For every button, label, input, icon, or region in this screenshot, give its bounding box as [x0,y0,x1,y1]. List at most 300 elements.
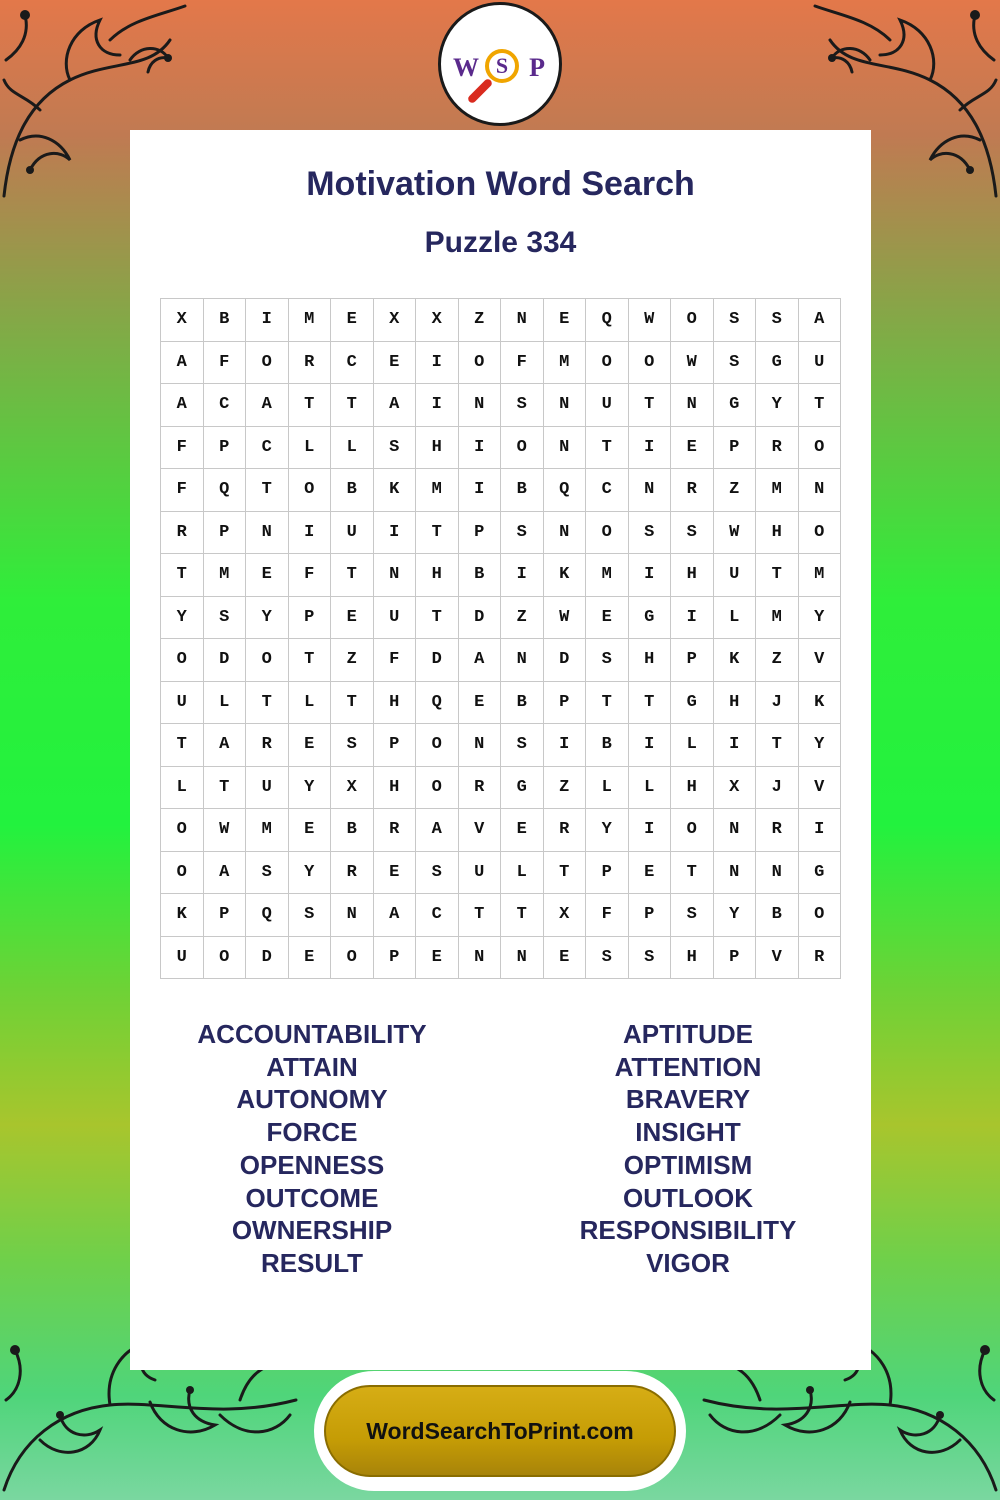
grid-cell[interactable]: D [203,639,246,682]
page-title: Motivation Word Search [306,165,695,203]
grid-cell[interactable]: N [713,851,756,894]
grid-cell[interactable]: T [543,851,586,894]
grid-cell[interactable]: H [373,681,416,724]
grid-cell[interactable]: M [416,469,459,512]
grid-cell[interactable]: N [628,469,671,512]
grid-cell[interactable]: P [628,894,671,937]
grid-cell[interactable]: A [373,894,416,937]
grid-cell[interactable]: Q [586,299,629,342]
grid-cell[interactable]: Z [331,639,374,682]
grid-cell[interactable]: S [331,724,374,767]
grid-cell[interactable]: A [203,724,246,767]
grid-cell[interactable]: S [416,851,459,894]
grid-cell[interactable]: L [586,766,629,809]
grid-cell[interactable]: H [671,766,714,809]
grid-cell[interactable]: V [458,809,501,852]
grid-cell[interactable]: N [671,384,714,427]
grid-cell[interactable]: I [246,299,289,342]
grid-cell[interactable]: E [671,426,714,469]
grid-cell[interactable]: I [798,809,841,852]
grid-row [161,469,841,512]
grid-cell[interactable]: E [288,724,331,767]
grid-cell[interactable]: I [288,511,331,554]
grid-cell[interactable]: T [246,681,289,724]
grid-row [161,511,841,554]
grid-cell[interactable]: R [756,809,799,852]
grid-cell[interactable]: C [203,384,246,427]
grid-cell[interactable]: R [458,766,501,809]
grid-cell[interactable]: O [586,341,629,384]
grid-cell[interactable]: M [288,299,331,342]
grid-cell[interactable]: P [543,681,586,724]
grid-cell[interactable]: M [756,469,799,512]
grid-cell[interactable]: X [713,766,756,809]
grid-cell[interactable]: B [586,724,629,767]
grid-cell[interactable]: O [501,426,544,469]
grid-cell[interactable]: B [501,681,544,724]
grid-cell[interactable]: T [161,724,204,767]
grid-cell[interactable]: T [501,894,544,937]
grid-cell[interactable]: F [373,639,416,682]
word-list-item: ATTENTION [614,1051,762,1082]
grid-cell[interactable]: N [501,299,544,342]
grid-cell[interactable]: A [161,384,204,427]
grid-cell[interactable]: T [331,554,374,597]
word-list-item: FORCE [266,1117,358,1148]
grid-cell[interactable]: N [373,554,416,597]
grid-cell[interactable]: S [501,511,544,554]
grid-cell[interactable]: I [628,554,671,597]
grid-cell[interactable]: T [288,639,331,682]
grid-cell[interactable]: O [161,809,204,852]
grid-cell[interactable]: Q [203,469,246,512]
grid-cell[interactable]: Z [458,299,501,342]
grid-cell[interactable]: R [756,426,799,469]
puzzle-sheet [130,130,871,1370]
grid-cell[interactable]: F [203,341,246,384]
grid-cell[interactable]: A [246,384,289,427]
word-list-item: RESULT [260,1247,364,1278]
grid-cell[interactable]: G [713,384,756,427]
grid-cell[interactable]: H [713,681,756,724]
grid-cell[interactable]: M [586,554,629,597]
grid-cell[interactable]: U [713,554,756,597]
grid-cell[interactable]: T [246,469,289,512]
grid-cell[interactable]: U [373,596,416,639]
grid-cell[interactable]: Q [543,469,586,512]
grid-cell[interactable]: E [501,809,544,852]
word-list-right [523,1018,853,1280]
grid-cell[interactable]: K [373,469,416,512]
footer-pill [314,1371,686,1491]
grid-cell[interactable]: O [671,299,714,342]
grid-cell[interactable]: F [501,341,544,384]
grid-cell[interactable]: C [246,426,289,469]
grid-cell[interactable]: Y [586,809,629,852]
grid-cell[interactable]: K [798,681,841,724]
grid-cell[interactable]: S [671,894,714,937]
grid-cell[interactable]: F [288,554,331,597]
grid-cell[interactable]: O [288,469,331,512]
grid-cell[interactable]: W [203,809,246,852]
grid-cell[interactable]: R [798,936,841,979]
grid-cell[interactable]: U [331,511,374,554]
grid-cell[interactable]: E [586,596,629,639]
site-logo[interactable] [438,2,562,126]
grid-cell[interactable]: R [543,809,586,852]
grid-cell[interactable]: O [798,511,841,554]
grid-cell[interactable]: X [543,894,586,937]
grid-row [161,596,841,639]
grid-cell[interactable]: H [416,554,459,597]
grid-cell[interactable]: O [458,341,501,384]
grid-cell[interactable]: Y [798,724,841,767]
letter-grid[interactable] [160,298,841,979]
grid-cell[interactable]: R [288,341,331,384]
grid-cell[interactable]: P [586,851,629,894]
grid-cell[interactable]: O [246,639,289,682]
grid-cell[interactable]: I [543,724,586,767]
grid-cell[interactable]: U [161,681,204,724]
grid-row [161,894,841,937]
grid-cell[interactable]: P [458,511,501,554]
grid-row [161,936,841,979]
word-list-item: OWNERSHIP [231,1215,393,1246]
grid-cell[interactable]: H [756,511,799,554]
grid-cell[interactable]: O [161,639,204,682]
grid-cell[interactable]: Q [246,894,289,937]
grid-cell[interactable]: I [458,469,501,512]
grid-cell[interactable]: E [373,341,416,384]
grid-cell[interactable]: V [798,766,841,809]
grid-cell[interactable]: G [756,341,799,384]
grid-cell[interactable]: N [798,469,841,512]
grid-cell[interactable]: N [543,511,586,554]
grid-cell[interactable]: S [671,511,714,554]
grid-row [161,426,841,469]
grid-cell[interactable]: E [331,596,374,639]
grid-cell[interactable]: N [331,894,374,937]
grid-cell[interactable]: Q [416,681,459,724]
grid-cell[interactable]: K [161,894,204,937]
grid-cell[interactable]: M [246,809,289,852]
grid-cell[interactable]: L [501,851,544,894]
grid-cell[interactable]: N [458,384,501,427]
grid-cell[interactable]: L [713,596,756,639]
word-list-item: OPENNESS [239,1149,385,1180]
grid-cell[interactable]: S [628,936,671,979]
grid-cell[interactable]: P [203,511,246,554]
grid-cell[interactable]: M [543,341,586,384]
grid-cell[interactable]: O [161,851,204,894]
grid-cell[interactable]: A [798,299,841,342]
grid-cell[interactable]: A [458,639,501,682]
grid-cell[interactable]: W [713,511,756,554]
grid-cell[interactable]: B [331,469,374,512]
word-list-item: INSIGHT [635,1117,741,1148]
grid-cell[interactable]: T [458,894,501,937]
grid-cell[interactable]: S [586,639,629,682]
grid-cell[interactable]: Z [501,596,544,639]
grid-cell[interactable]: G [501,766,544,809]
grid-cell[interactable]: P [203,426,246,469]
grid-cell[interactable]: S [586,936,629,979]
grid-cell[interactable]: C [331,341,374,384]
grid-cell[interactable]: L [203,681,246,724]
grid-cell[interactable]: L [288,681,331,724]
grid-cell[interactable]: B [203,299,246,342]
grid-cell[interactable]: L [628,766,671,809]
grid-cell[interactable]: S [501,724,544,767]
grid-cell[interactable]: P [373,936,416,979]
grid-cell[interactable]: F [161,469,204,512]
grid-cell[interactable]: O [246,341,289,384]
grid-cell[interactable]: H [671,554,714,597]
grid-cell[interactable]: I [628,809,671,852]
grid-cell[interactable]: P [671,639,714,682]
grid-cell[interactable]: T [416,511,459,554]
grid-cell[interactable]: I [628,724,671,767]
grid-cell[interactable]: P [713,426,756,469]
grid-cell[interactable]: O [586,511,629,554]
grid-cell[interactable]: L [671,724,714,767]
grid-cell[interactable]: D [543,639,586,682]
grid-cell[interactable]: Y [161,596,204,639]
grid-cell[interactable]: U [586,384,629,427]
grid-cell[interactable]: U [246,766,289,809]
grid-cell[interactable]: H [416,426,459,469]
grid-row [161,681,841,724]
grid-cell[interactable]: A [416,809,459,852]
grid-cell[interactable]: O [416,766,459,809]
grid-cell[interactable]: O [416,724,459,767]
grid-cell[interactable]: R [671,469,714,512]
word-list-left [147,1018,477,1280]
grid-cell[interactable]: E [373,851,416,894]
grid-cell[interactable]: Y [288,851,331,894]
grid-cell[interactable]: Z [713,469,756,512]
grid-cell[interactable]: V [798,639,841,682]
grid-cell[interactable]: L [161,766,204,809]
grid-cell[interactable]: Y [713,894,756,937]
grid-cell[interactable]: R [373,809,416,852]
grid-cell[interactable]: I [416,341,459,384]
grid-cell[interactable]: T [798,384,841,427]
grid-cell[interactable]: W [543,596,586,639]
word-list-item: RESPONSIBILITY [579,1215,797,1246]
grid-cell[interactable]: E [458,681,501,724]
grid-row [161,809,841,852]
grid-cell[interactable]: X [373,299,416,342]
grid-cell[interactable]: Y [246,596,289,639]
grid-cell[interactable]: I [458,426,501,469]
grid-cell[interactable]: O [331,936,374,979]
grid-cell[interactable]: T [416,596,459,639]
grid-cell[interactable]: I [501,554,544,597]
grid-cell[interactable]: T [288,384,331,427]
grid-cell[interactable]: J [756,766,799,809]
grid-cell[interactable]: E [416,936,459,979]
grid-cell[interactable]: T [331,681,374,724]
grid-cell[interactable]: S [628,511,671,554]
grid-cell[interactable]: E [628,851,671,894]
grid-cell[interactable]: T [756,724,799,767]
grid-cell[interactable]: Z [756,639,799,682]
grid-row [161,384,841,427]
grid-cell[interactable]: T [586,426,629,469]
grid-cell[interactable]: D [416,639,459,682]
grid-cell[interactable]: F [586,894,629,937]
grid-cell[interactable]: R [331,851,374,894]
grid-cell[interactable]: A [203,851,246,894]
grid-row [161,341,841,384]
grid-cell[interactable]: N [756,851,799,894]
grid-cell[interactable]: F [161,426,204,469]
grid-cell[interactable]: X [161,299,204,342]
grid-cell[interactable]: W [628,299,671,342]
grid-cell[interactable]: U [161,936,204,979]
grid-cell[interactable]: N [501,639,544,682]
grid-cell[interactable]: B [458,554,501,597]
grid-cell[interactable]: S [713,299,756,342]
grid-cell[interactable]: N [713,809,756,852]
grid-cell[interactable]: I [416,384,459,427]
grid-cell[interactable]: S [501,384,544,427]
grid-cell[interactable]: C [416,894,459,937]
word-list-item: ATTAIN [266,1051,358,1082]
grid-cell[interactable]: V [756,936,799,979]
grid-cell[interactable]: B [331,809,374,852]
grid-cell[interactable]: O [628,341,671,384]
grid-row [161,724,841,767]
logo-letter-p: P [529,53,545,82]
grid-cell[interactable]: H [373,766,416,809]
grid-cell[interactable]: N [543,384,586,427]
grid-cell[interactable]: T [628,384,671,427]
grid-cell[interactable]: T [161,554,204,597]
grid-cell[interactable]: M [798,554,841,597]
grid-row [161,766,841,809]
grid-cell[interactable]: M [203,554,246,597]
word-list-item: ACCOUNTABILITY [197,1019,427,1049]
grid-cell[interactable]: H [628,639,671,682]
grid-cell[interactable]: Z [543,766,586,809]
grid-cell[interactable]: X [331,766,374,809]
grid-cell[interactable]: Y [798,596,841,639]
grid-row [161,851,841,894]
grid-cell[interactable]: U [458,851,501,894]
word-list-item: OPTIMISM [623,1149,753,1180]
grid-cell[interactable]: N [246,511,289,554]
grid-cell[interactable]: J [756,681,799,724]
grid-cell[interactable]: O [203,936,246,979]
grid-cell[interactable]: K [543,554,586,597]
grid-cell[interactable]: B [501,469,544,512]
logo-letter-s: S [495,53,509,78]
grid-cell[interactable]: G [798,851,841,894]
grid-cell[interactable]: I [373,511,416,554]
grid-cell[interactable]: P [203,894,246,937]
grid-cell[interactable]: N [501,936,544,979]
grid-cell[interactable]: T [331,384,374,427]
grid-cell[interactable]: X [416,299,459,342]
word-list-item: OUTLOOK [623,1182,753,1213]
grid-cell[interactable]: I [671,596,714,639]
grid-cell[interactable]: S [373,426,416,469]
grid-cell[interactable]: L [288,426,331,469]
grid-cell[interactable]: P [713,936,756,979]
grid-cell[interactable]: C [586,469,629,512]
grid-cell[interactable]: L [331,426,374,469]
puzzle-number: Puzzle 334 [424,226,577,259]
grid-cell[interactable]: O [798,426,841,469]
grid-cell[interactable]: T [756,554,799,597]
grid-cell[interactable]: S [756,299,799,342]
grid-cell[interactable]: E [543,936,586,979]
grid-cell[interactable]: T [203,766,246,809]
grid-cell[interactable]: P [288,596,331,639]
grid-cell[interactable]: W [671,341,714,384]
grid-cell[interactable]: S [713,341,756,384]
grid-cell[interactable]: R [161,511,204,554]
word-list-item: OUTCOME [245,1182,379,1213]
grid-cell[interactable]: S [246,851,289,894]
grid-cell[interactable]: S [288,894,331,937]
grid-cell[interactable]: O [798,894,841,937]
grid-cell[interactable]: I [628,426,671,469]
grid-cell[interactable]: E [288,936,331,979]
grid-cell[interactable]: R [246,724,289,767]
grid-cell[interactable]: T [586,681,629,724]
grid-cell[interactable]: A [161,341,204,384]
grid-row [161,554,841,597]
grid-cell[interactable]: T [628,681,671,724]
grid-cell[interactable]: I [713,724,756,767]
grid-cell[interactable]: N [458,724,501,767]
grid-cell[interactable]: S [203,596,246,639]
word-list-item: AUTONOMY [236,1084,388,1115]
magnifier-logo-icon [485,49,519,83]
grid-cell[interactable]: K [713,639,756,682]
grid-cell[interactable]: H [671,936,714,979]
grid-cell[interactable]: N [458,936,501,979]
grid-cell[interactable]: E [288,809,331,852]
grid-cell[interactable]: Y [288,766,331,809]
grid-cell[interactable]: D [246,936,289,979]
grid-cell[interactable]: P [373,724,416,767]
grid-cell[interactable]: M [756,596,799,639]
grid-cell[interactable]: Y [756,384,799,427]
word-list-item: BRAVERY [625,1084,751,1115]
grid-cell[interactable]: U [798,341,841,384]
grid-cell[interactable]: T [671,851,714,894]
logo-letter-w: W [453,53,479,82]
grid-cell[interactable]: E [246,554,289,597]
website-link-button[interactable]: WordSearchToPrint.com [324,1385,676,1477]
grid-cell[interactable]: E [543,299,586,342]
grid-row [161,299,841,342]
grid-cell[interactable]: A [373,384,416,427]
word-list-item: VIGOR [646,1247,730,1278]
grid-cell[interactable]: G [628,596,671,639]
grid-cell[interactable]: N [543,426,586,469]
grid-cell[interactable]: D [458,596,501,639]
grid-cell[interactable]: E [331,299,374,342]
grid-cell[interactable]: O [671,809,714,852]
grid-cell[interactable]: G [671,681,714,724]
word-list-item: APTITUDE [623,1019,753,1049]
grid-cell[interactable]: B [756,894,799,937]
